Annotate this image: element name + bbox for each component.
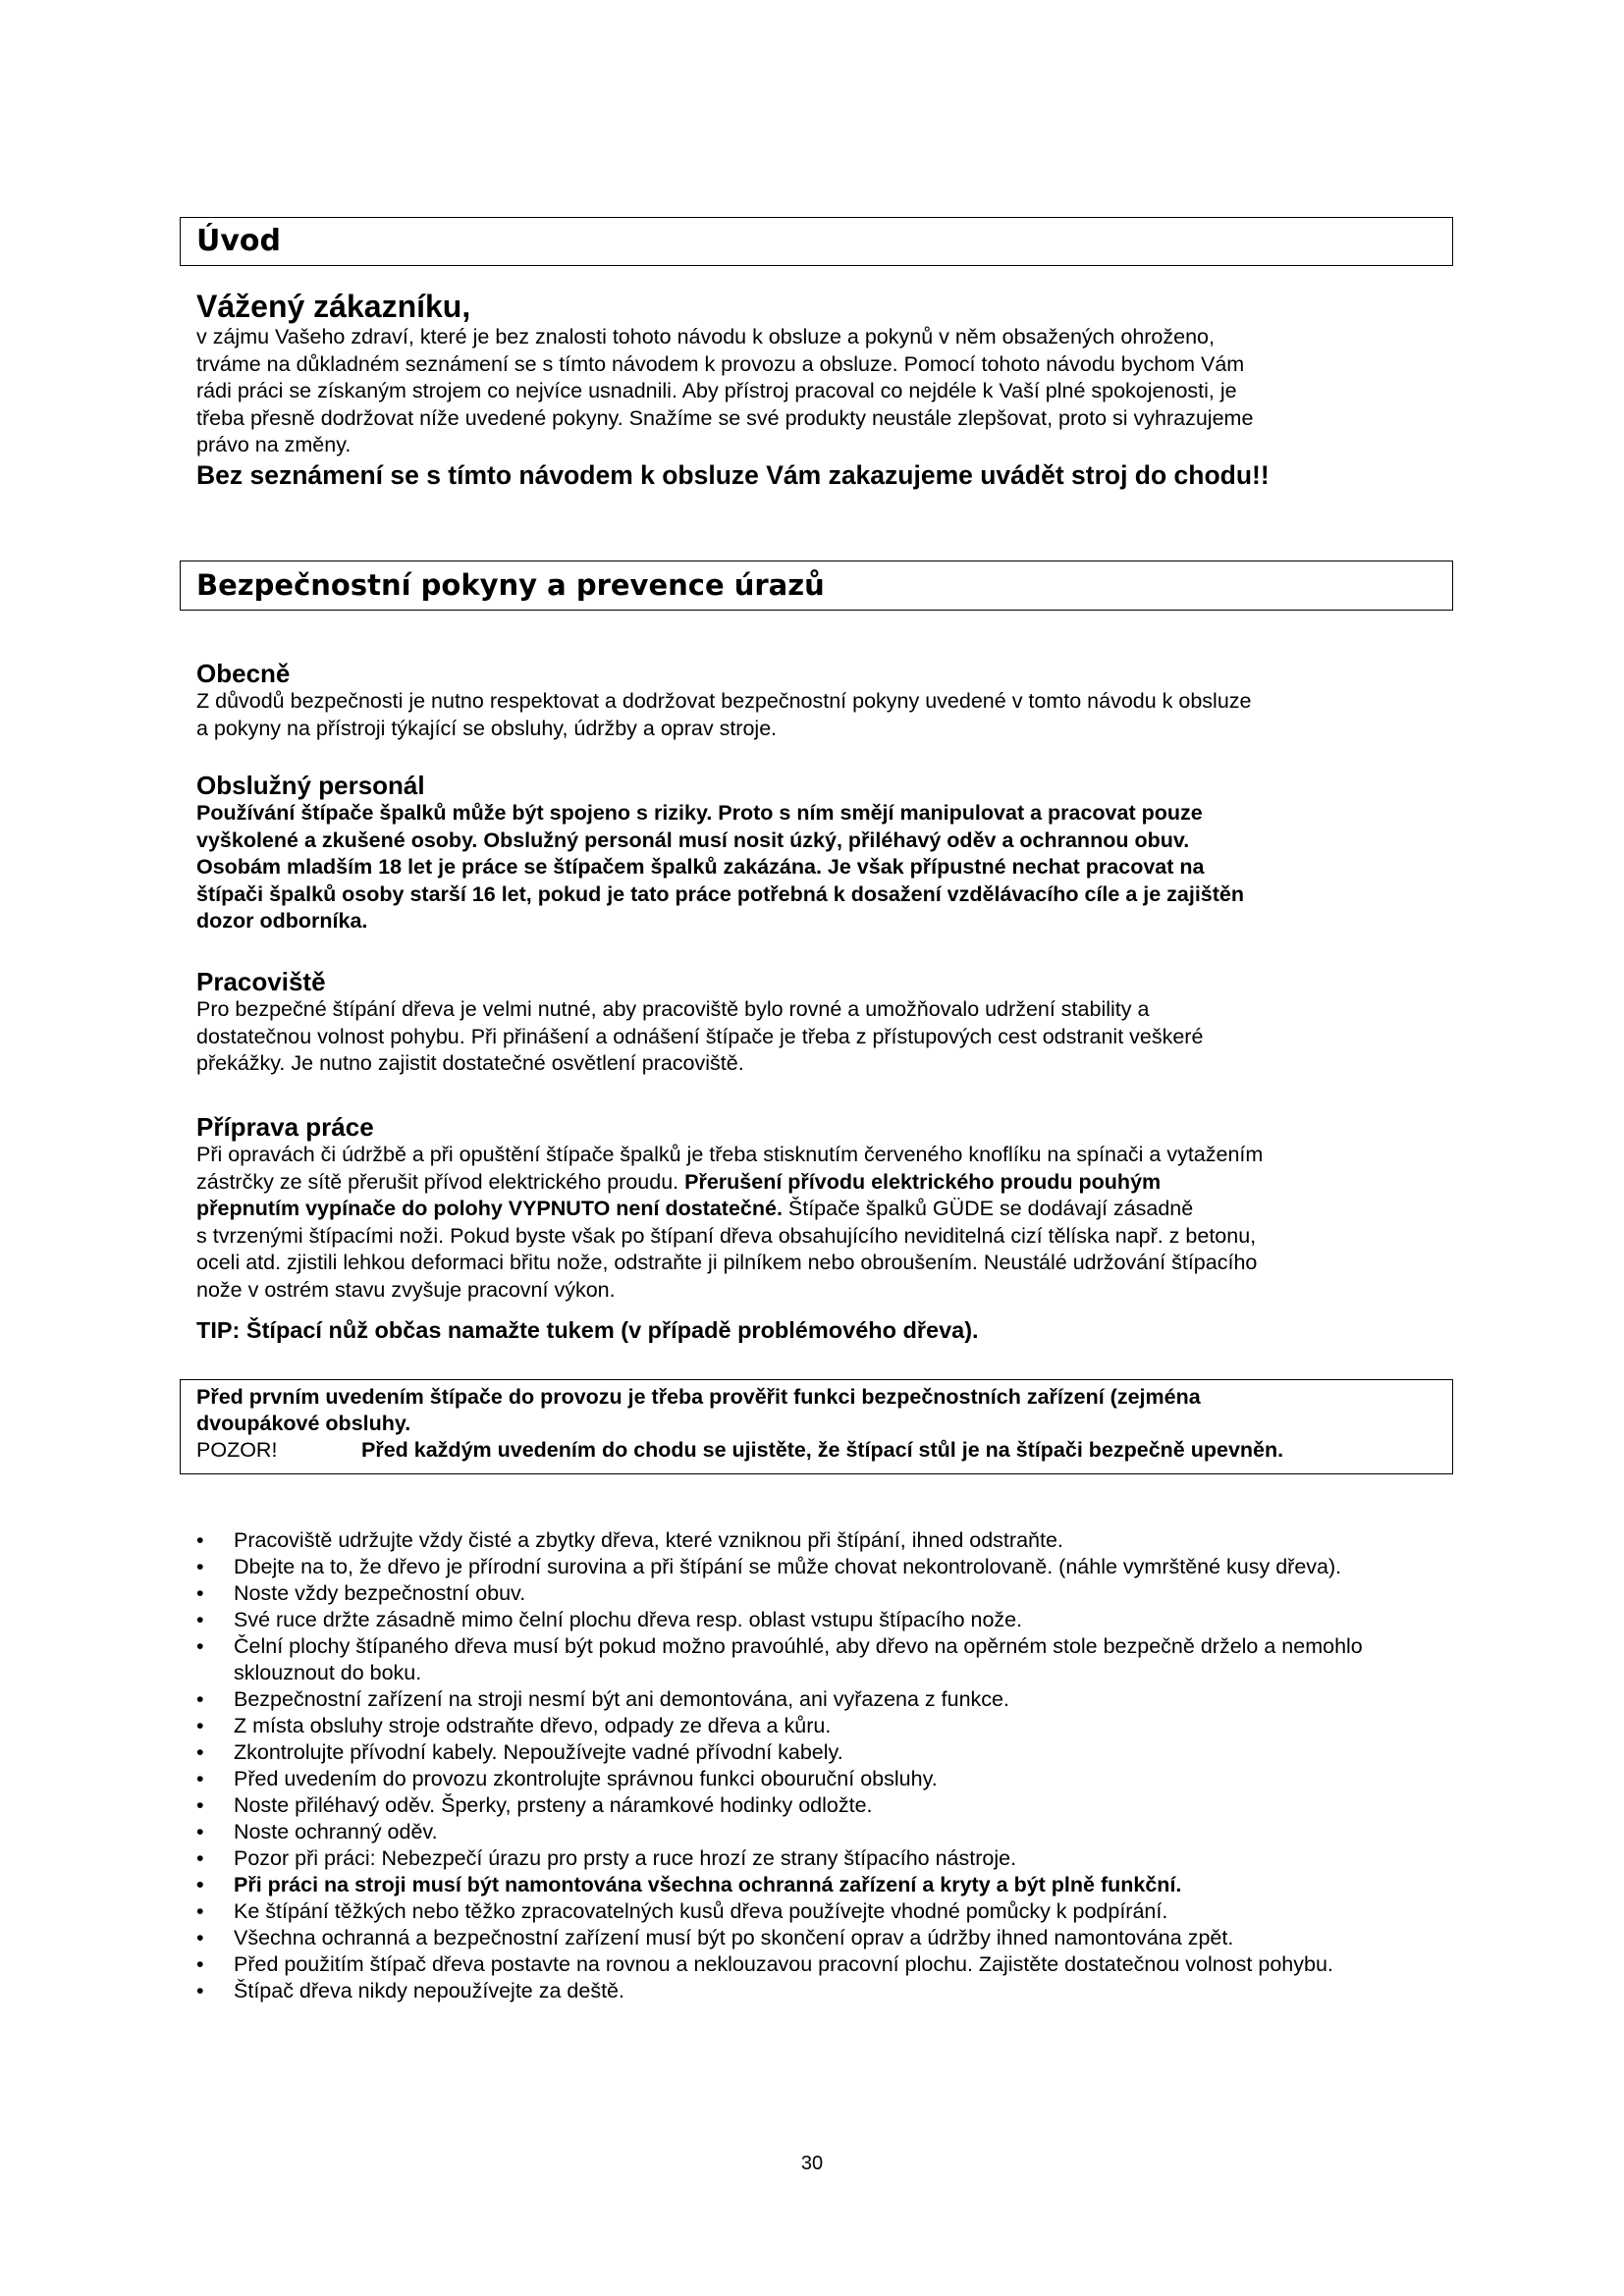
list-item: • Zkontrolujte přívodní kabely. Nepoužívejte vadné přívodní kabely. [196, 1739, 1453, 1766]
warning-box [180, 1379, 1453, 1474]
preparation-line: Při opravách či údržbě a při opuštění štípače špalků je třeba stisknutím červeného knoflíku na spínači a vytažením [196, 1143, 1264, 1166]
intro-line: v zájmu Vašeho zdraví, které je bez znalosti tohoto návodu k obsluze a pokynů v něm obsažených ohroženo, [196, 325, 1215, 348]
pozor-row [196, 1437, 1436, 1464]
list-item: • Noste ochranný oděv. [196, 1819, 1453, 1845]
personnel-line: štípači špalků osoby starší 16 let, pokud je tato práce potřebná k dosažení vzdělávacího cíle a je zajištěn [196, 881, 1245, 906]
workplace-block [196, 967, 1443, 1078]
general-line: Z důvodů bezpečnosti je nutno respektovat a dodržovat bezpečnostní pokyny uvedené v tomto návodu k obsluze [196, 689, 1252, 713]
list-item: • Z místa obsluhy stroje odstraňte dřevo, odpady ze dřeva a kůru. [196, 1713, 1453, 1739]
list-item: • Štípač dřeva nikdy nepoužívejte za deště. [196, 1978, 1453, 2004]
safety-bullet-list [196, 1527, 1453, 2004]
list-item: • Své ruce držte zásadně mimo čelní plochu dřeva resp. oblast vstupu štípacího nože. [196, 1607, 1453, 1633]
page-number: 30 [800, 2153, 824, 2174]
intro-line: právo na změny. [196, 433, 352, 456]
list-item: • Pozor při práci: Nebezpečí úrazu pro prsty a ruce hrozí ze strany štípacího nástroje. [196, 1845, 1453, 1872]
general-heading: Obecně [196, 659, 291, 688]
preparation-text: zástrčky ze sítě přerušit přívod elektrického proudu. [196, 1169, 685, 1194]
intro-line: rádi práci se získaným strojem co nejvíce usnadnili. Aby přístroj pracoval co nejdéle k Vaší plné spokojenosti, je [196, 379, 1237, 402]
preparation-line [196, 1169, 1443, 1197]
greeting-heading: Vážený zákazníku, [196, 289, 471, 324]
personnel-line: dozor odborníka. [196, 909, 368, 933]
list-item: • Dbejte na to, že dřevo je přírodní surovina a při štípání se může chovat nekontrolovaně. (náhle vymrštěné kusy dřeva). [196, 1554, 1453, 1580]
list-item: • Při práci na stroji musí být namontována všechna ochranná zařízení a kryty a být plně funkční. [196, 1872, 1453, 1898]
list-item: • Před uvedením do provozu zkontrolujte správnou funkci obouruční obsluhy. [196, 1766, 1453, 1792]
preparation-emphasis: přepnutím vypínače do polohy VYPNUTO není dostatečné. [196, 1197, 783, 1220]
pozor-label: POZOR! [196, 1438, 278, 1462]
intro-warning: Bez seznámení se s tímto návodem k obsluze Vám zakazujeme uvádět stroj do chodu!! [196, 459, 1270, 490]
list-item: • Noste vždy bezpečnostní obuv. [196, 1580, 1453, 1607]
list-item: • Všechna ochranná a bezpečnostní zařízení musí být po skončení oprav a údržby ihned namontována zpět. [196, 1925, 1453, 1951]
preparation-line [196, 1196, 1443, 1223]
warning-line: Před prvním uvedením štípače do provozu je třeba prověřit funkci bezpečnostních zařízení (zejména [196, 1385, 1201, 1409]
pozor-text: Před každým uvedením do chodu se ujistěte, že štípací stůl je na štípači bezpečně upevněn. [361, 1438, 1284, 1462]
general-block [196, 659, 1443, 742]
personnel-line: vyškolené a zkušené osoby. Obslužný personál musí nosit úzký, přiléhavý oděv a ochrannou obuv. [196, 828, 1190, 852]
section-title-uvod: Úvod [180, 217, 1453, 266]
preparation-line: oceli atd. zjistili lehkou deformaci břitu nože, odstraňte ji pilníkem nebo obroušením. Neustálé udržování štípacího [196, 1251, 1258, 1274]
preparation-line: nože v ostrém stavu zvyšuje pracovní výkon. [196, 1277, 616, 1302]
preparation-line: s tvrzenými štípacími noži. Pokud byste však po štípaní dřeva obsahujícího neviditelná cizí tělíska např. z betonu, [196, 1223, 1257, 1248]
personnel-heading: Obslužný personál [196, 771, 425, 800]
preparation-heading: Příprava práce [196, 1112, 374, 1142]
list-item: • Čelní plochy štípaného dřeva musí být pokud možno pravoúhlé, aby dřevo na opěrném stole bezpečně drželo a nemohlo sklouznout do boku. [196, 1633, 1453, 1686]
intro-line: trváme na důkladném seznámení se s tímto návodem k provozu a obsluze. Pomocí tohoto návodu bychom Vám [196, 351, 1245, 376]
intro-block [196, 289, 1443, 491]
personnel-block [196, 771, 1443, 935]
intro-body [196, 324, 1443, 459]
list-item: • Před použitím štípač dřeva postavte na rovnou a neklouzavou pracovní plochu. Zajistěte dostatečnou volnost pohybu. [196, 1951, 1453, 1978]
workplace-heading: Pracoviště [196, 967, 326, 996]
preparation-text: Štípače špalků GÜDE se dodávají zásadně [782, 1197, 1194, 1220]
workplace-line: dostatečnou volnost pohybu. Při přinášení a odnášení štípače je třeba z přístupových cest odstranit veškeré [196, 1024, 1204, 1048]
section-title-safety: Bezpečnostní pokyny a prevence úrazů [180, 561, 1453, 611]
personnel-line: Používání štípače špalků může být spojeno s riziky. Proto s ním smějí manipulovat a pracovat pouze [196, 801, 1203, 825]
list-item: • Ke štípání těžkých nebo těžko zpracovatelných kusů dřeva používejte vhodné pomůcky k podpírání. [196, 1898, 1453, 1925]
intro-line: třeba přesně dodržovat níže uvedené pokyny. Snažíme se své produkty neustále zlepšovat, proto si vyhrazujeme [196, 405, 1254, 430]
general-line: a pokyny na přístroji týkající se obsluhy, údržby a oprav stroje. [196, 716, 778, 740]
personnel-line: Osobám mladším 18 let je práce se štípačem špalků zakázána. Je však přípustné nechat pracovat na [196, 855, 1205, 879]
list-item: • Bezpečnostní zařízení na stroji nesmí být ani demontována, ani vyřazena z funkce. [196, 1686, 1453, 1713]
tip-line: TIP: Štípací nůž občas namažte tukem (v případě problémového dřeva). [196, 1317, 979, 1343]
preparation-emphasis: Přerušení přívodu elektrického proudu pouhým [684, 1169, 1162, 1194]
workplace-line: Pro bezpečné štípání dřeva je velmi nutné, aby pracoviště bylo rovné a umožňovalo udržení stability a [196, 997, 1150, 1021]
personnel-text [196, 800, 1443, 935]
list-item: • Noste přiléhavý oděv. Šperky, prsteny a náramkové hodinky odložte. [196, 1792, 1453, 1819]
warning-line: dvoupákové obsluhy. [196, 1412, 411, 1435]
preparation-block [196, 1112, 1443, 1345]
workplace-line: překážky. Je nutno zajistit dostatečné osvětlení pracoviště. [196, 1051, 744, 1075]
list-item: • Pracoviště udržujte vždy čisté a zbytky dřeva, které vzniknou při štípání, ihned odstraňte. [196, 1527, 1453, 1554]
